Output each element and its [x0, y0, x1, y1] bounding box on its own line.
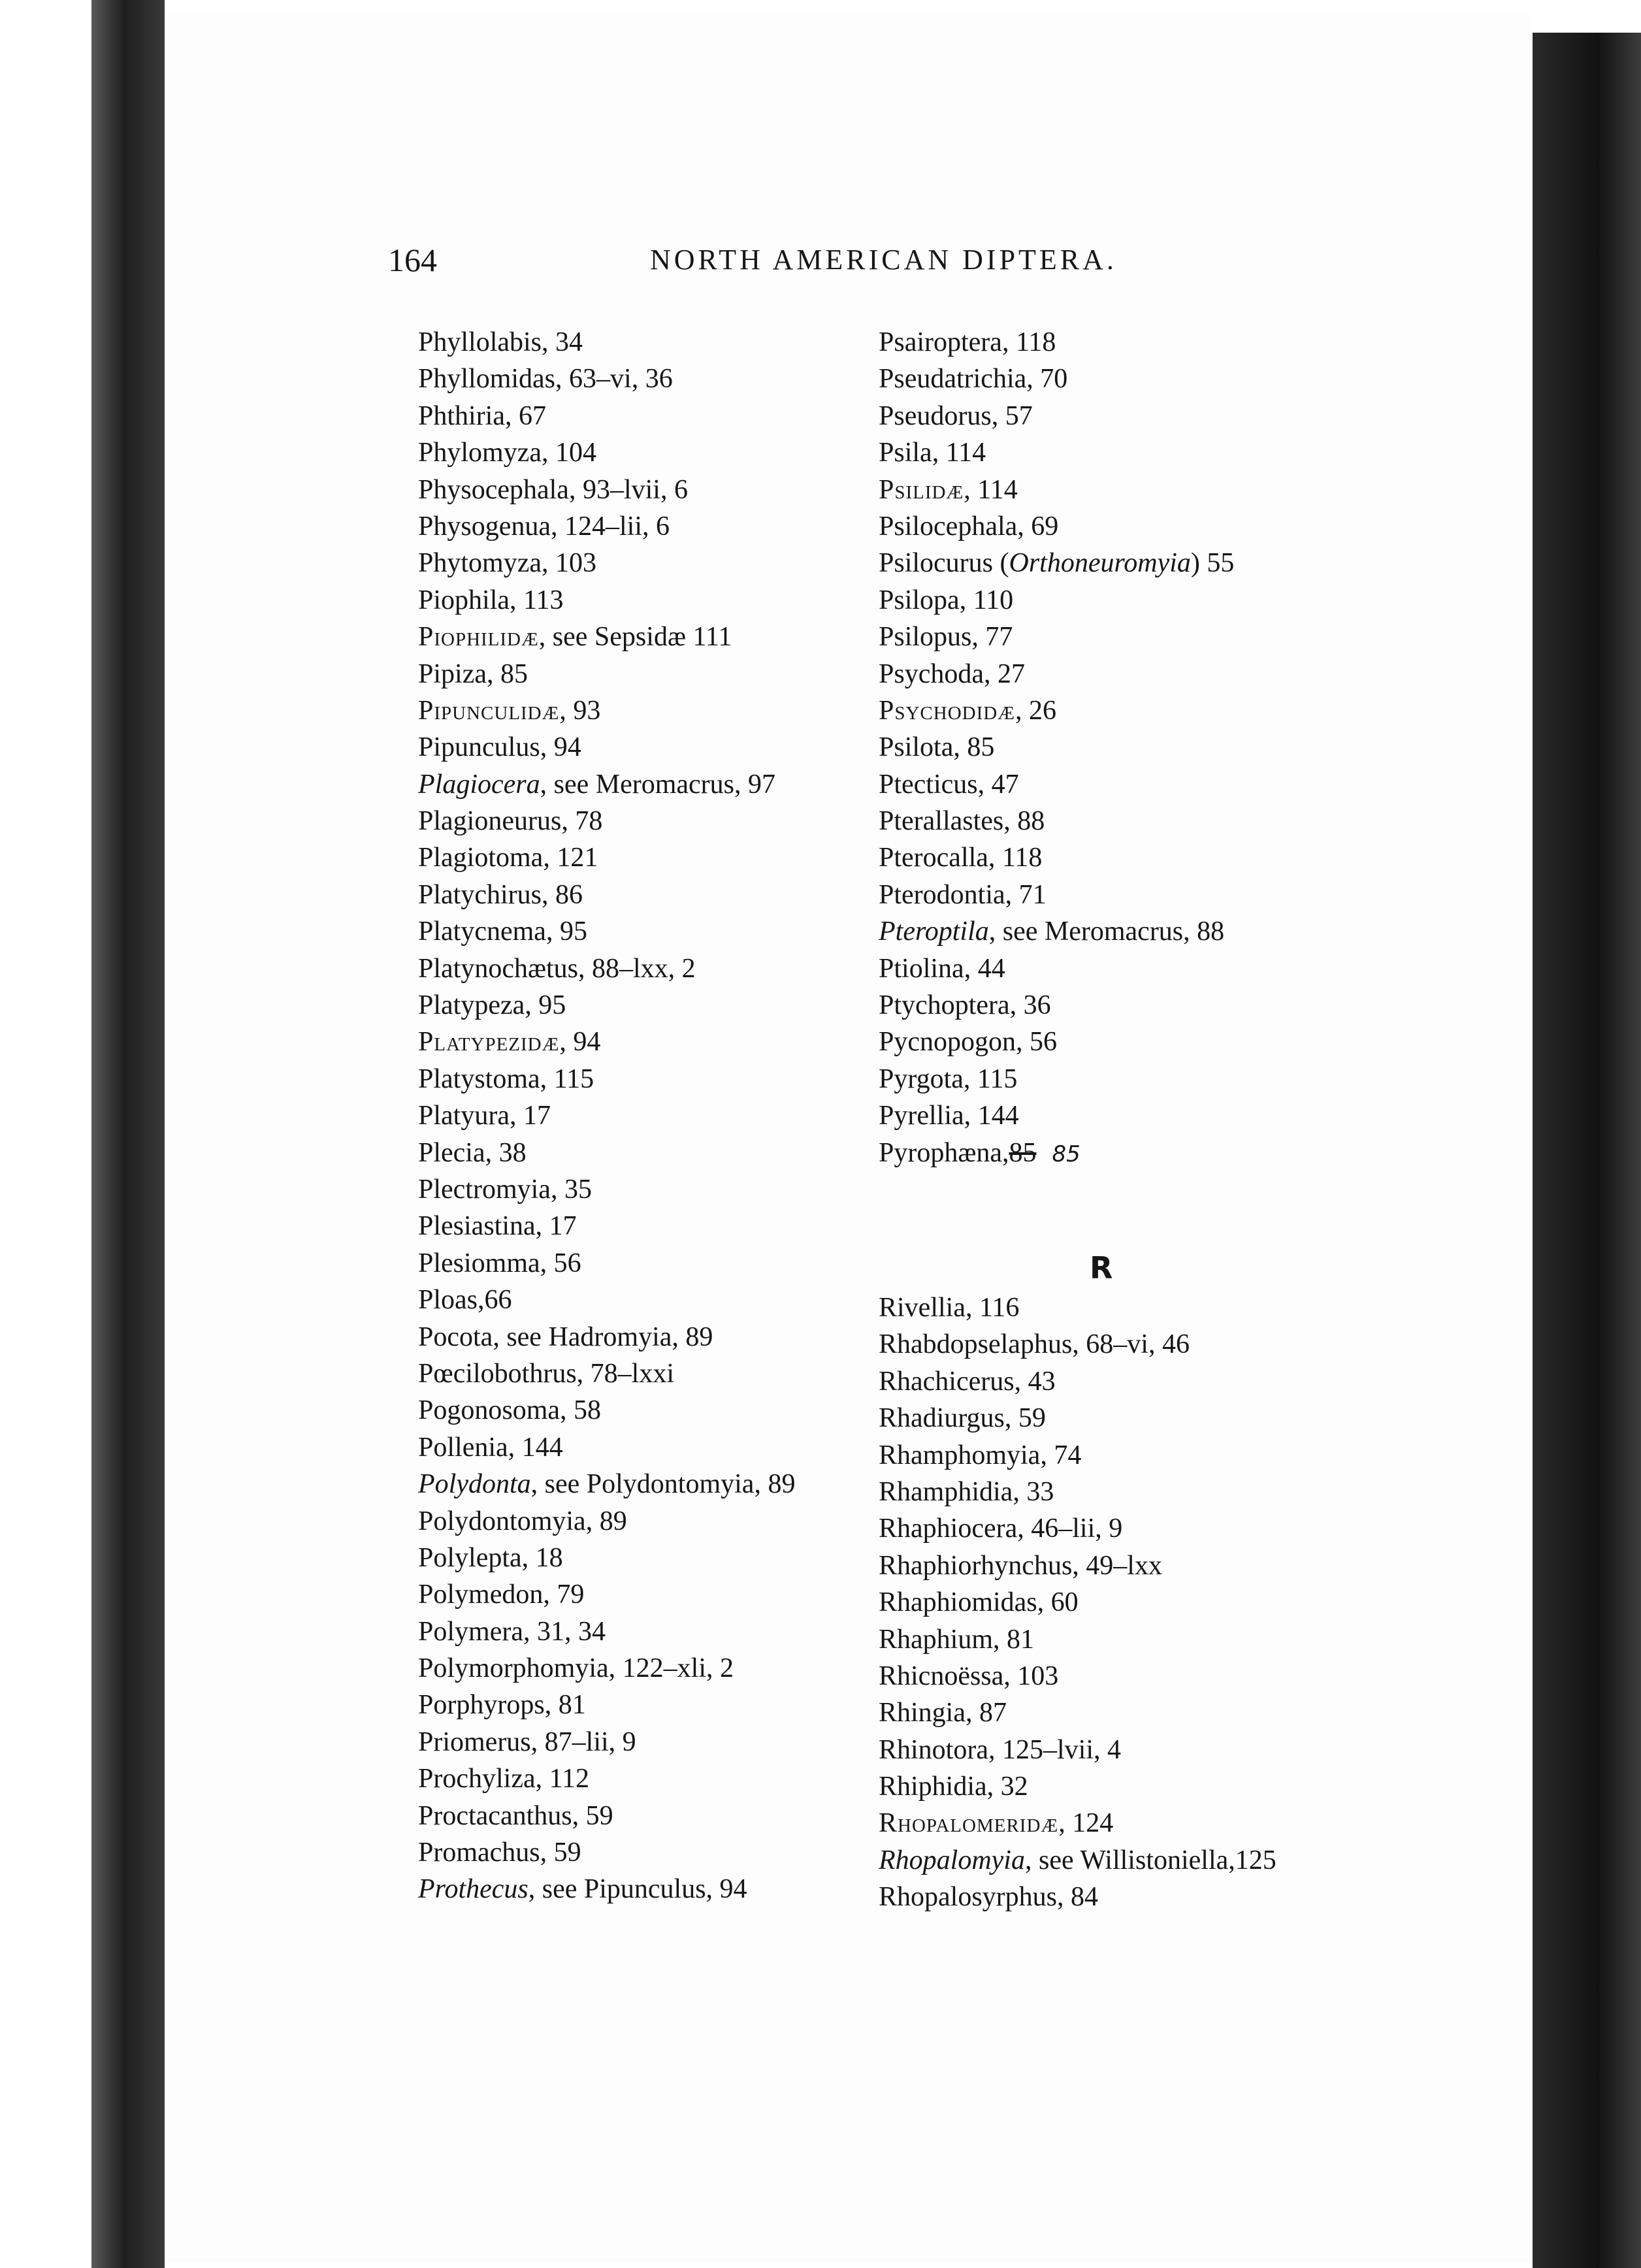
- entry-term: Platynochætus: [418, 953, 579, 984]
- index-entry: [879, 1658, 1276, 1694]
- entry-refs: , see Meromacrus, 97: [540, 769, 776, 800]
- entry-refs: , 74: [1040, 1440, 1082, 1470]
- index-entry: [879, 1584, 1276, 1621]
- entry-term: Rivellia: [879, 1293, 966, 1323]
- entry-refs: , 88–lxx, 2: [578, 953, 696, 984]
- entry-term: Psilocephala: [879, 511, 1018, 542]
- index-column-right-p: [879, 324, 1234, 1171]
- entry-refs: , 78–lxxi: [576, 1358, 675, 1389]
- entry-refs: , 38: [485, 1137, 527, 1168]
- entry-refs: , 103: [541, 548, 596, 579]
- index-entry: [418, 1687, 795, 1723]
- entry-term: Pterocalla: [879, 843, 988, 873]
- page-sheet: [165, 14, 1533, 2261]
- index-entry: [418, 1760, 795, 1797]
- entry-term: Phyllolabis: [418, 327, 542, 357]
- book-title: NORTH AMERICAN DIPTERA.: [650, 244, 1117, 276]
- index-entry: [418, 1650, 795, 1687]
- index-entry: [879, 1474, 1276, 1510]
- entry-term: Plagiotoma: [418, 843, 544, 873]
- entry-term: Plesiomma: [418, 1248, 540, 1278]
- entry-term: Pyrgota: [879, 1063, 964, 1094]
- entry-refs: , 114: [964, 474, 1018, 505]
- index-entry: [879, 1061, 1234, 1097]
- index-entry: [879, 1694, 1276, 1731]
- entry-term: Rhaphiocera: [879, 1514, 1018, 1544]
- entry-refs: , 17: [509, 1101, 551, 1131]
- entry-refs: , 115: [963, 1063, 1018, 1094]
- index-entry: [879, 1437, 1276, 1474]
- entry-term: Psila: [879, 438, 932, 468]
- entry-refs: , 27: [984, 658, 1025, 689]
- handwritten-correction: 85: [1052, 1141, 1080, 1167]
- entry-term: Pocota: [418, 1321, 493, 1352]
- index-entry: [879, 1510, 1276, 1547]
- entry-refs: , see Hadromyia, 89: [493, 1321, 713, 1352]
- entry-term: Plectromyia: [418, 1174, 551, 1205]
- index-entry: [418, 729, 795, 766]
- entry-term: Pipiza: [418, 658, 487, 689]
- index-entry: [418, 361, 795, 397]
- entry-term: Rhingia: [879, 1698, 966, 1728]
- index-entry: [879, 803, 1234, 839]
- entry-refs: , 87–lii, 9: [530, 1726, 636, 1757]
- entry-refs: , 58: [560, 1395, 602, 1426]
- entry-term: Porphyrops: [418, 1690, 545, 1721]
- index-column-left: [418, 324, 795, 1908]
- entry-term: Pœcilobothrus: [418, 1358, 577, 1389]
- entry-refs: , 31, 34: [523, 1616, 606, 1647]
- entry-refs: , 77: [971, 622, 1013, 653]
- entry-refs: , 68–vi, 46: [1072, 1329, 1190, 1360]
- running-head: [0, 240, 1641, 280]
- index-entry: [879, 1805, 1276, 1841]
- entry-refs: , 87: [966, 1698, 1007, 1728]
- entry-term: Pollenia: [418, 1432, 508, 1463]
- entry-term: Ptiolina: [879, 953, 964, 984]
- index-entry: [418, 877, 795, 913]
- scan-border-left: [91, 0, 165, 2268]
- index-entry: [879, 656, 1234, 692]
- entry-term: Polydontomyia: [418, 1506, 586, 1536]
- index-entry: [879, 766, 1234, 803]
- entry-term: Plesiastina: [418, 1211, 536, 1242]
- index-entry: [879, 1326, 1276, 1363]
- index-entry: [418, 1724, 795, 1760]
- index-entry: [879, 434, 1234, 471]
- entry-refs: , 122–xli, 2: [608, 1653, 734, 1684]
- entry-term: Ptychoptera: [879, 990, 1010, 1021]
- entry-refs: , 85: [953, 732, 995, 763]
- index-entry: [418, 1024, 795, 1060]
- index-entry: [418, 1540, 795, 1576]
- entry-refs: , 121: [543, 843, 598, 873]
- entry-refs: , 84: [1057, 1882, 1098, 1913]
- index-entry: [418, 1466, 795, 1502]
- entry-refs: , 89: [585, 1506, 627, 1536]
- entry-term: Pogonosoma: [418, 1395, 561, 1426]
- entry-refs: , 35: [550, 1174, 592, 1205]
- index-entry: [418, 987, 795, 1024]
- entry-refs: , 67: [505, 400, 546, 431]
- entry-term: Polylepta: [418, 1542, 522, 1573]
- entry-refs: , 103: [1003, 1660, 1059, 1691]
- entry-refs: , 70: [1026, 364, 1068, 395]
- entry-term: Promachus: [418, 1838, 540, 1868]
- index-entry: [418, 1282, 795, 1318]
- entry-refs: , 95: [545, 916, 587, 947]
- entry-refs: , 56: [1016, 1027, 1057, 1058]
- entry-term: Ploas: [418, 1285, 478, 1316]
- entry-term: Rhiphidia: [879, 1772, 987, 1802]
- index-entry: [879, 913, 1234, 950]
- entry-refs: , 124: [1058, 1808, 1114, 1839]
- entry-term: Polymera: [418, 1616, 523, 1647]
- entry-refs: , 57: [991, 400, 1033, 431]
- entry-term: Plagioneurus: [418, 806, 562, 837]
- entry-term: Ptecticus: [879, 769, 978, 800]
- entry-term: Rhopalosyrphus: [879, 1882, 1057, 1913]
- entry-refs: , 114: [932, 438, 986, 468]
- entry-refs: , 63–vi, 36: [555, 364, 673, 395]
- index-entry: [418, 1576, 795, 1613]
- entry-term: Plecia: [418, 1137, 485, 1168]
- entry-refs: ,: [1002, 1137, 1009, 1168]
- entry-term: Pyrellia: [879, 1101, 964, 1131]
- entry-term: Prochyliza: [418, 1764, 536, 1794]
- entry-term: Psilota: [879, 732, 954, 763]
- entry-term: Phthiria: [418, 400, 505, 431]
- entry-refs: , see Sepsidæ 111: [538, 622, 732, 653]
- entry-refs: , 49–lxx: [1072, 1550, 1162, 1581]
- index-entry: [418, 1798, 795, 1834]
- entry-refs: , 93: [559, 695, 601, 726]
- index-entry: [879, 839, 1234, 876]
- index-entry: [879, 1621, 1276, 1658]
- entry-term: Physocephala: [418, 474, 569, 505]
- entry-term: Polydonta: [418, 1469, 531, 1500]
- index-entry: [418, 1061, 795, 1097]
- entry-term: Rhabdopselaphus: [879, 1329, 1073, 1360]
- entry-term: Psychoda: [879, 658, 984, 689]
- entry-term: Rhachicerus: [879, 1366, 1015, 1397]
- entry-term: Pterodontia: [879, 879, 1005, 910]
- entry-subterm: Orthoneuromyia: [1009, 548, 1191, 579]
- index-entry: [418, 398, 795, 434]
- entry-refs: , 26: [1015, 695, 1056, 726]
- section-letter: R: [1090, 1250, 1113, 1286]
- index-entry: [418, 766, 795, 803]
- index-entry: [879, 729, 1234, 766]
- entry-refs: , 47: [977, 769, 1019, 800]
- entry-refs: , 81: [544, 1690, 586, 1721]
- struck-page-ref: 85: [1009, 1137, 1037, 1168]
- index-entry: [879, 1768, 1276, 1805]
- index-entry: [418, 803, 795, 839]
- entry-refs: , 43: [1014, 1366, 1056, 1397]
- entry-refs: , 110: [959, 585, 1014, 615]
- entry-refs: , 60: [1037, 1587, 1079, 1618]
- entry-term: Pycnopogon: [879, 1027, 1016, 1058]
- entry-term: Platypeza: [418, 990, 525, 1021]
- entry-refs: , 94: [540, 732, 581, 763]
- index-entry: [418, 1613, 795, 1650]
- index-entry: [418, 839, 795, 876]
- index-entry: [879, 1879, 1276, 1915]
- index-entry: [418, 582, 795, 619]
- entry-term: Plagiocera: [418, 769, 540, 800]
- entry-term: Rhaphiorhynchus: [879, 1550, 1073, 1581]
- entry-refs: , 81: [993, 1624, 1034, 1655]
- index-entry: [879, 545, 1234, 581]
- entry-term: Psilopa: [879, 585, 960, 615]
- page-number: 164: [388, 242, 437, 278]
- entry-refs: , 34: [542, 327, 583, 357]
- index-entry: [418, 1429, 795, 1466]
- index-entry: [418, 1171, 795, 1208]
- entry-term: Piophilidæ: [418, 622, 539, 653]
- entry-refs: , 112: [535, 1764, 590, 1794]
- index-entry: [879, 398, 1234, 434]
- entry-term: Psilopus: [879, 622, 972, 653]
- entry-term: Platychirus: [418, 879, 542, 910]
- index-entry: [418, 1834, 795, 1871]
- index-entry: [418, 1097, 795, 1134]
- entry-term: Rhamphomyia: [879, 1440, 1041, 1470]
- entry-refs: , 95: [525, 990, 566, 1021]
- entry-refs: , 44: [964, 953, 1005, 984]
- entry-refs: , 118: [988, 843, 1043, 873]
- entry-term: Psairoptera: [879, 327, 1002, 357]
- index-entry: [879, 1097, 1234, 1134]
- entry-refs: , 56: [540, 1248, 581, 1278]
- index-entry: [879, 950, 1234, 987]
- entry-refs: , 88: [1003, 806, 1045, 837]
- entry-refs: , 116: [965, 1293, 1020, 1323]
- index-entry: [879, 987, 1234, 1024]
- index-entry: [879, 1135, 1234, 1171]
- entry-refs: , 118: [1001, 327, 1056, 357]
- entry-refs: ) 55: [1190, 548, 1235, 579]
- entry-term: Pipunculus: [418, 732, 540, 763]
- entry-refs: , 59: [540, 1838, 581, 1868]
- index-entry: [418, 913, 795, 950]
- entry-term: Rhamphidia: [879, 1476, 1013, 1507]
- index-entry: [418, 1355, 795, 1392]
- index-entry: [879, 877, 1234, 913]
- index-entry: [879, 619, 1234, 655]
- index-entry: [879, 361, 1234, 397]
- entry-refs: , 115: [540, 1063, 594, 1094]
- entry-term: Proctacanthus: [418, 1800, 572, 1831]
- entry-refs: , 113: [510, 585, 564, 615]
- entry-term: Physogenua: [418, 511, 551, 542]
- entry-term: Pseudatrichia: [879, 364, 1027, 395]
- entry-refs: ,66: [478, 1285, 512, 1316]
- index-entry: [418, 1319, 795, 1355]
- entry-refs: , see Meromacrus, 88: [988, 916, 1225, 947]
- index-entry: [879, 582, 1234, 619]
- entry-refs: , 144: [964, 1101, 1019, 1131]
- entry-term: Psilidæ: [879, 474, 964, 505]
- entry-term: Rhinotora: [879, 1734, 988, 1765]
- entry-term: Platyura: [418, 1101, 510, 1131]
- entry-refs: , 36: [1009, 990, 1051, 1021]
- index-entry: [879, 692, 1234, 729]
- entry-term: Platycnema: [418, 916, 546, 947]
- entry-term: Rhicnoëssa: [879, 1660, 1004, 1691]
- entry-refs: , 94: [559, 1027, 601, 1058]
- entry-term: Pterallastes: [879, 806, 1004, 837]
- entry-refs: , 85: [486, 658, 528, 689]
- index-column-right-r: [879, 1289, 1276, 1916]
- index-entry: [418, 508, 795, 545]
- index-entry: [879, 508, 1234, 545]
- index-entry: [879, 1732, 1276, 1768]
- index-entry: [418, 1871, 795, 1907]
- entry-refs: , 17: [535, 1211, 577, 1242]
- entry-term: Pipunculidæ: [418, 695, 560, 726]
- entry-term: Pteroptila: [879, 916, 989, 947]
- entry-refs: , see Pipunculus, 94: [528, 1874, 747, 1905]
- index-entry: [418, 434, 795, 471]
- entry-term: Platypezidæ: [418, 1027, 560, 1058]
- entry-term: Phyllomidas: [418, 364, 556, 395]
- index-entry: [879, 472, 1234, 508]
- entry-refs: , 104: [541, 438, 596, 468]
- entry-refs: , see Polydontomyia, 89: [530, 1469, 796, 1500]
- index-entry: [418, 472, 795, 508]
- entry-term: Psychodidæ: [879, 695, 1015, 726]
- entry-term: Polymorphomyia: [418, 1653, 609, 1684]
- entry-term: Prothecus: [418, 1874, 528, 1905]
- index-entry: [418, 950, 795, 987]
- entry-refs: , 125–lvii, 4: [988, 1734, 1121, 1765]
- entry-term: Priomerus: [418, 1726, 531, 1757]
- index-entry: [418, 1245, 795, 1282]
- index-entry: [418, 619, 795, 655]
- index-entry: [879, 1024, 1234, 1060]
- entry-refs: , 46–lii, 9: [1017, 1514, 1123, 1544]
- entry-term: Pyrophæna: [879, 1137, 1002, 1168]
- entry-term: Rhadiurgus: [879, 1403, 1005, 1434]
- entry-term: Platystoma: [418, 1063, 540, 1094]
- index-entry: [879, 1842, 1276, 1879]
- entry-refs: , 59: [1004, 1403, 1046, 1434]
- index-entry: [879, 1289, 1276, 1326]
- index-entry: [879, 1363, 1276, 1400]
- entry-refs: , 32: [986, 1772, 1028, 1802]
- scan-border-right: [1533, 33, 1641, 2268]
- entry-term: Rhopalomeridæ: [879, 1808, 1059, 1839]
- index-entry: [879, 1400, 1276, 1436]
- entry-refs: , 86: [541, 879, 583, 910]
- entry-refs: , 124–lii, 6: [551, 511, 670, 542]
- index-entry: [879, 324, 1234, 361]
- index-entry: [418, 1135, 795, 1171]
- entry-term: Psilocurus (: [879, 548, 1009, 579]
- entry-term: Phytomyza: [418, 548, 542, 579]
- index-entry: [418, 545, 795, 581]
- entry-term: Rhaphiomidas: [879, 1587, 1037, 1618]
- entry-refs: , 33: [1013, 1476, 1054, 1507]
- entry-refs: , 78: [561, 806, 603, 837]
- entry-refs: , 93–lvii, 6: [568, 474, 688, 505]
- entry-refs: , 18: [521, 1542, 563, 1573]
- entry-refs: , 144: [508, 1432, 563, 1463]
- index-entry: [418, 324, 795, 361]
- entry-term: Polymedon: [418, 1580, 544, 1610]
- entry-term: Rhopalomyia: [879, 1845, 1025, 1875]
- entry-term: Rhaphium: [879, 1624, 993, 1655]
- index-entry: [418, 692, 795, 729]
- entry-refs: , 69: [1017, 511, 1059, 542]
- index-entry: [418, 1503, 795, 1540]
- entry-term: Pseudorus: [879, 400, 992, 431]
- index-entry: [418, 1392, 795, 1429]
- entry-term: Phylomyza: [418, 438, 542, 468]
- entry-refs: , 71: [1005, 879, 1047, 910]
- entry-refs: , 79: [543, 1580, 585, 1610]
- index-entry: [418, 656, 795, 692]
- index-entry: [418, 1208, 795, 1244]
- entry-refs: , 59: [572, 1800, 613, 1831]
- entry-term: Piophila: [418, 585, 510, 615]
- entry-refs: , see Willistoniella,125: [1024, 1845, 1276, 1875]
- index-entry: [879, 1547, 1276, 1584]
